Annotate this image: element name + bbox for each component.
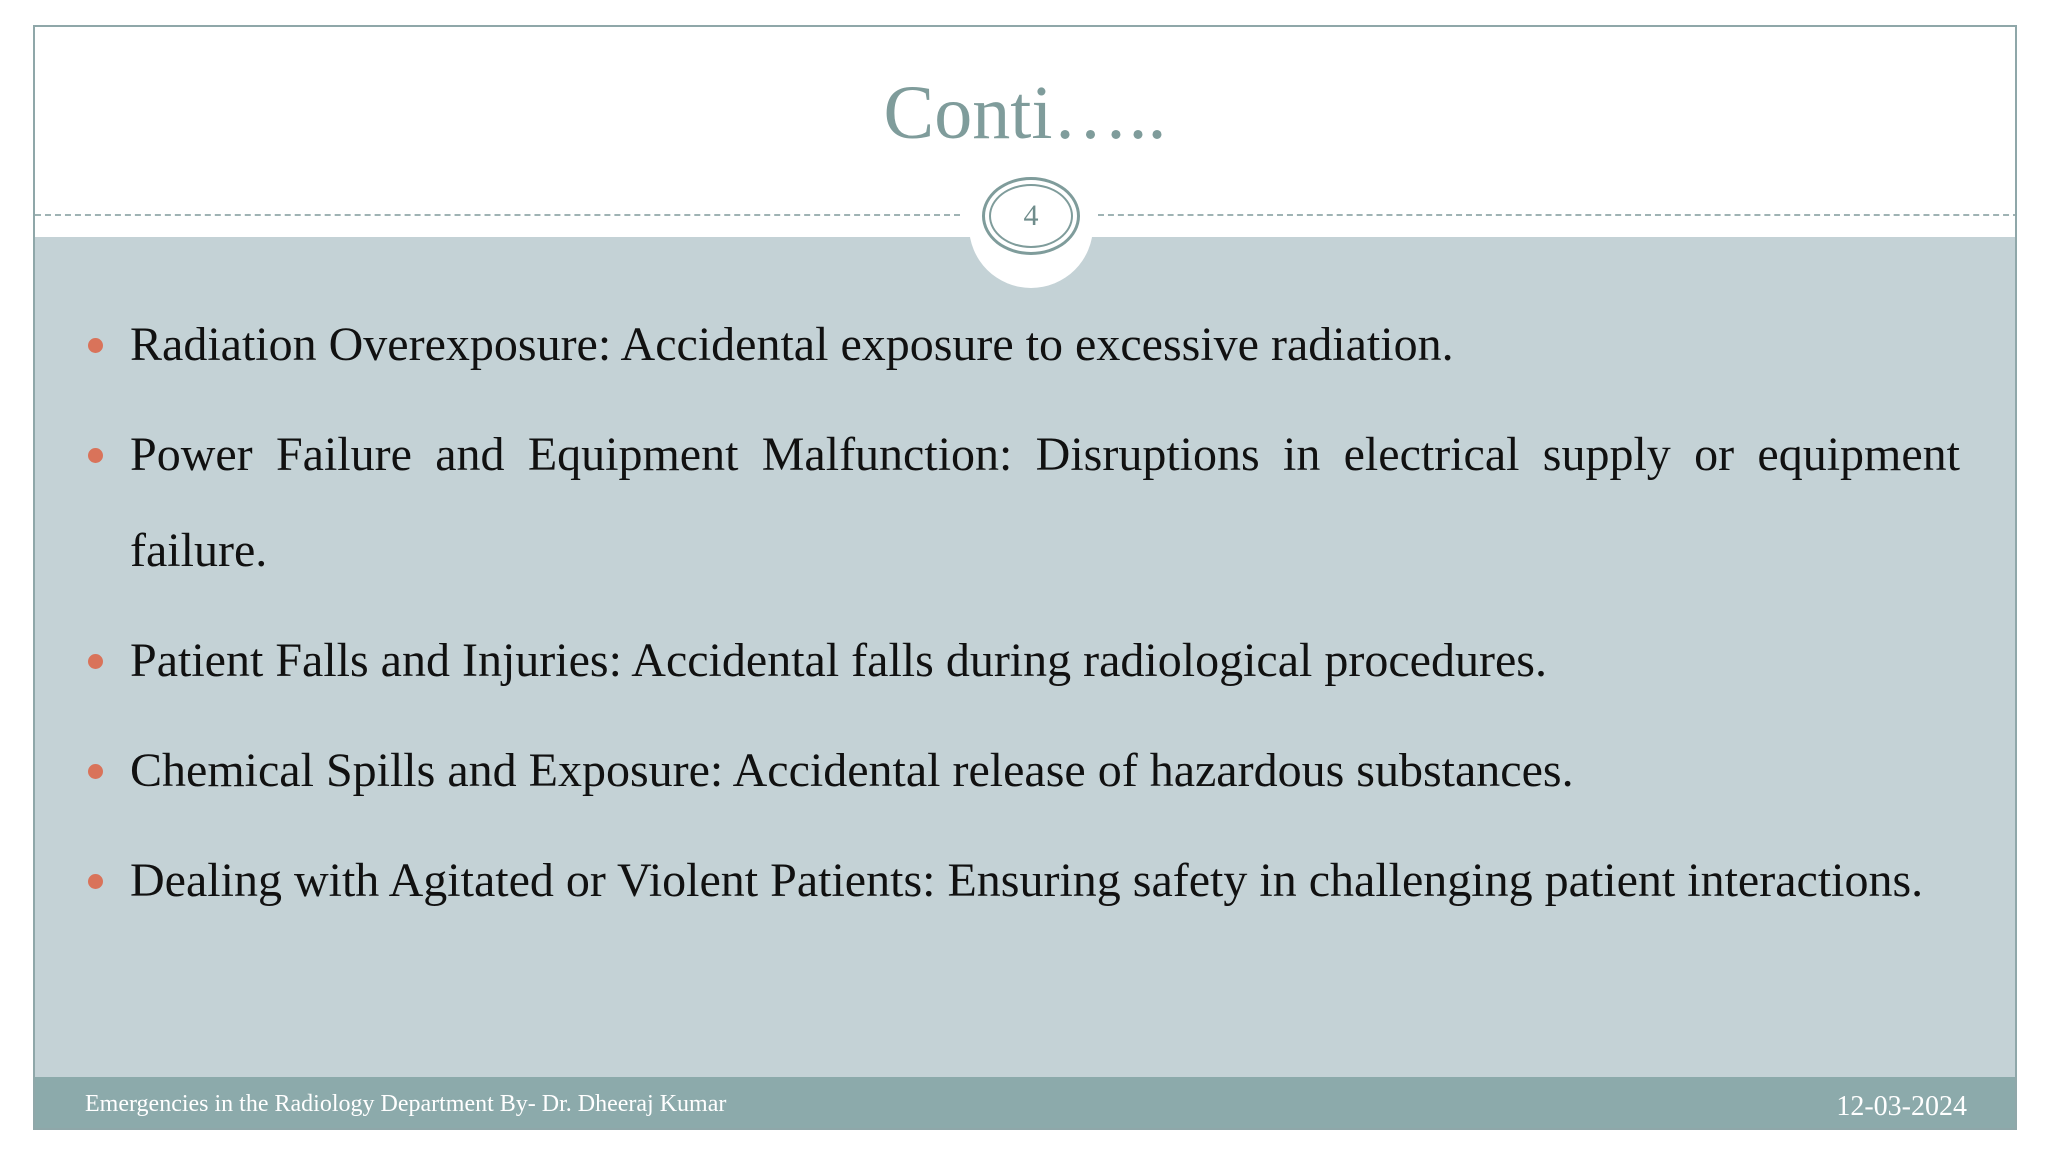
bullet-item: Dealing with Agitated or Violent Patients: Ensuring safety in challenging patient interactions.: [35, 833, 2015, 929]
header-divider-left: [35, 214, 960, 216]
bullet-item: Patient Falls and Injuries: Accidental falls during radiological procedures.: [35, 613, 2015, 709]
slide: [33, 25, 2017, 1130]
bullet-list: [35, 297, 2015, 943]
bullet-item: Chemical Spills and Exposure: Accidental release of hazardous substances.: [35, 723, 2015, 819]
page-number-badge: [982, 177, 1080, 255]
bullet-item: Power Failure and Equipment Malfunction: Disruptions in electrical supply or equipment failure.: [35, 407, 2015, 599]
slide-content: [35, 237, 2015, 1077]
slide-footer: [35, 1077, 2015, 1130]
footer-caption: Emergencies in the Radiology Department By- Dr. Dheeraj Kumar: [85, 1091, 727, 1117]
header-divider-right: [1098, 214, 2017, 216]
footer-date: 12-03-2024: [1836, 1091, 1967, 1122]
page-number: 4: [1023, 199, 1039, 232]
bullet-item: Radiation Overexposure: Accidental exposure to excessive radiation.: [35, 297, 2015, 393]
slide-title: Conti…..: [883, 71, 1167, 155]
